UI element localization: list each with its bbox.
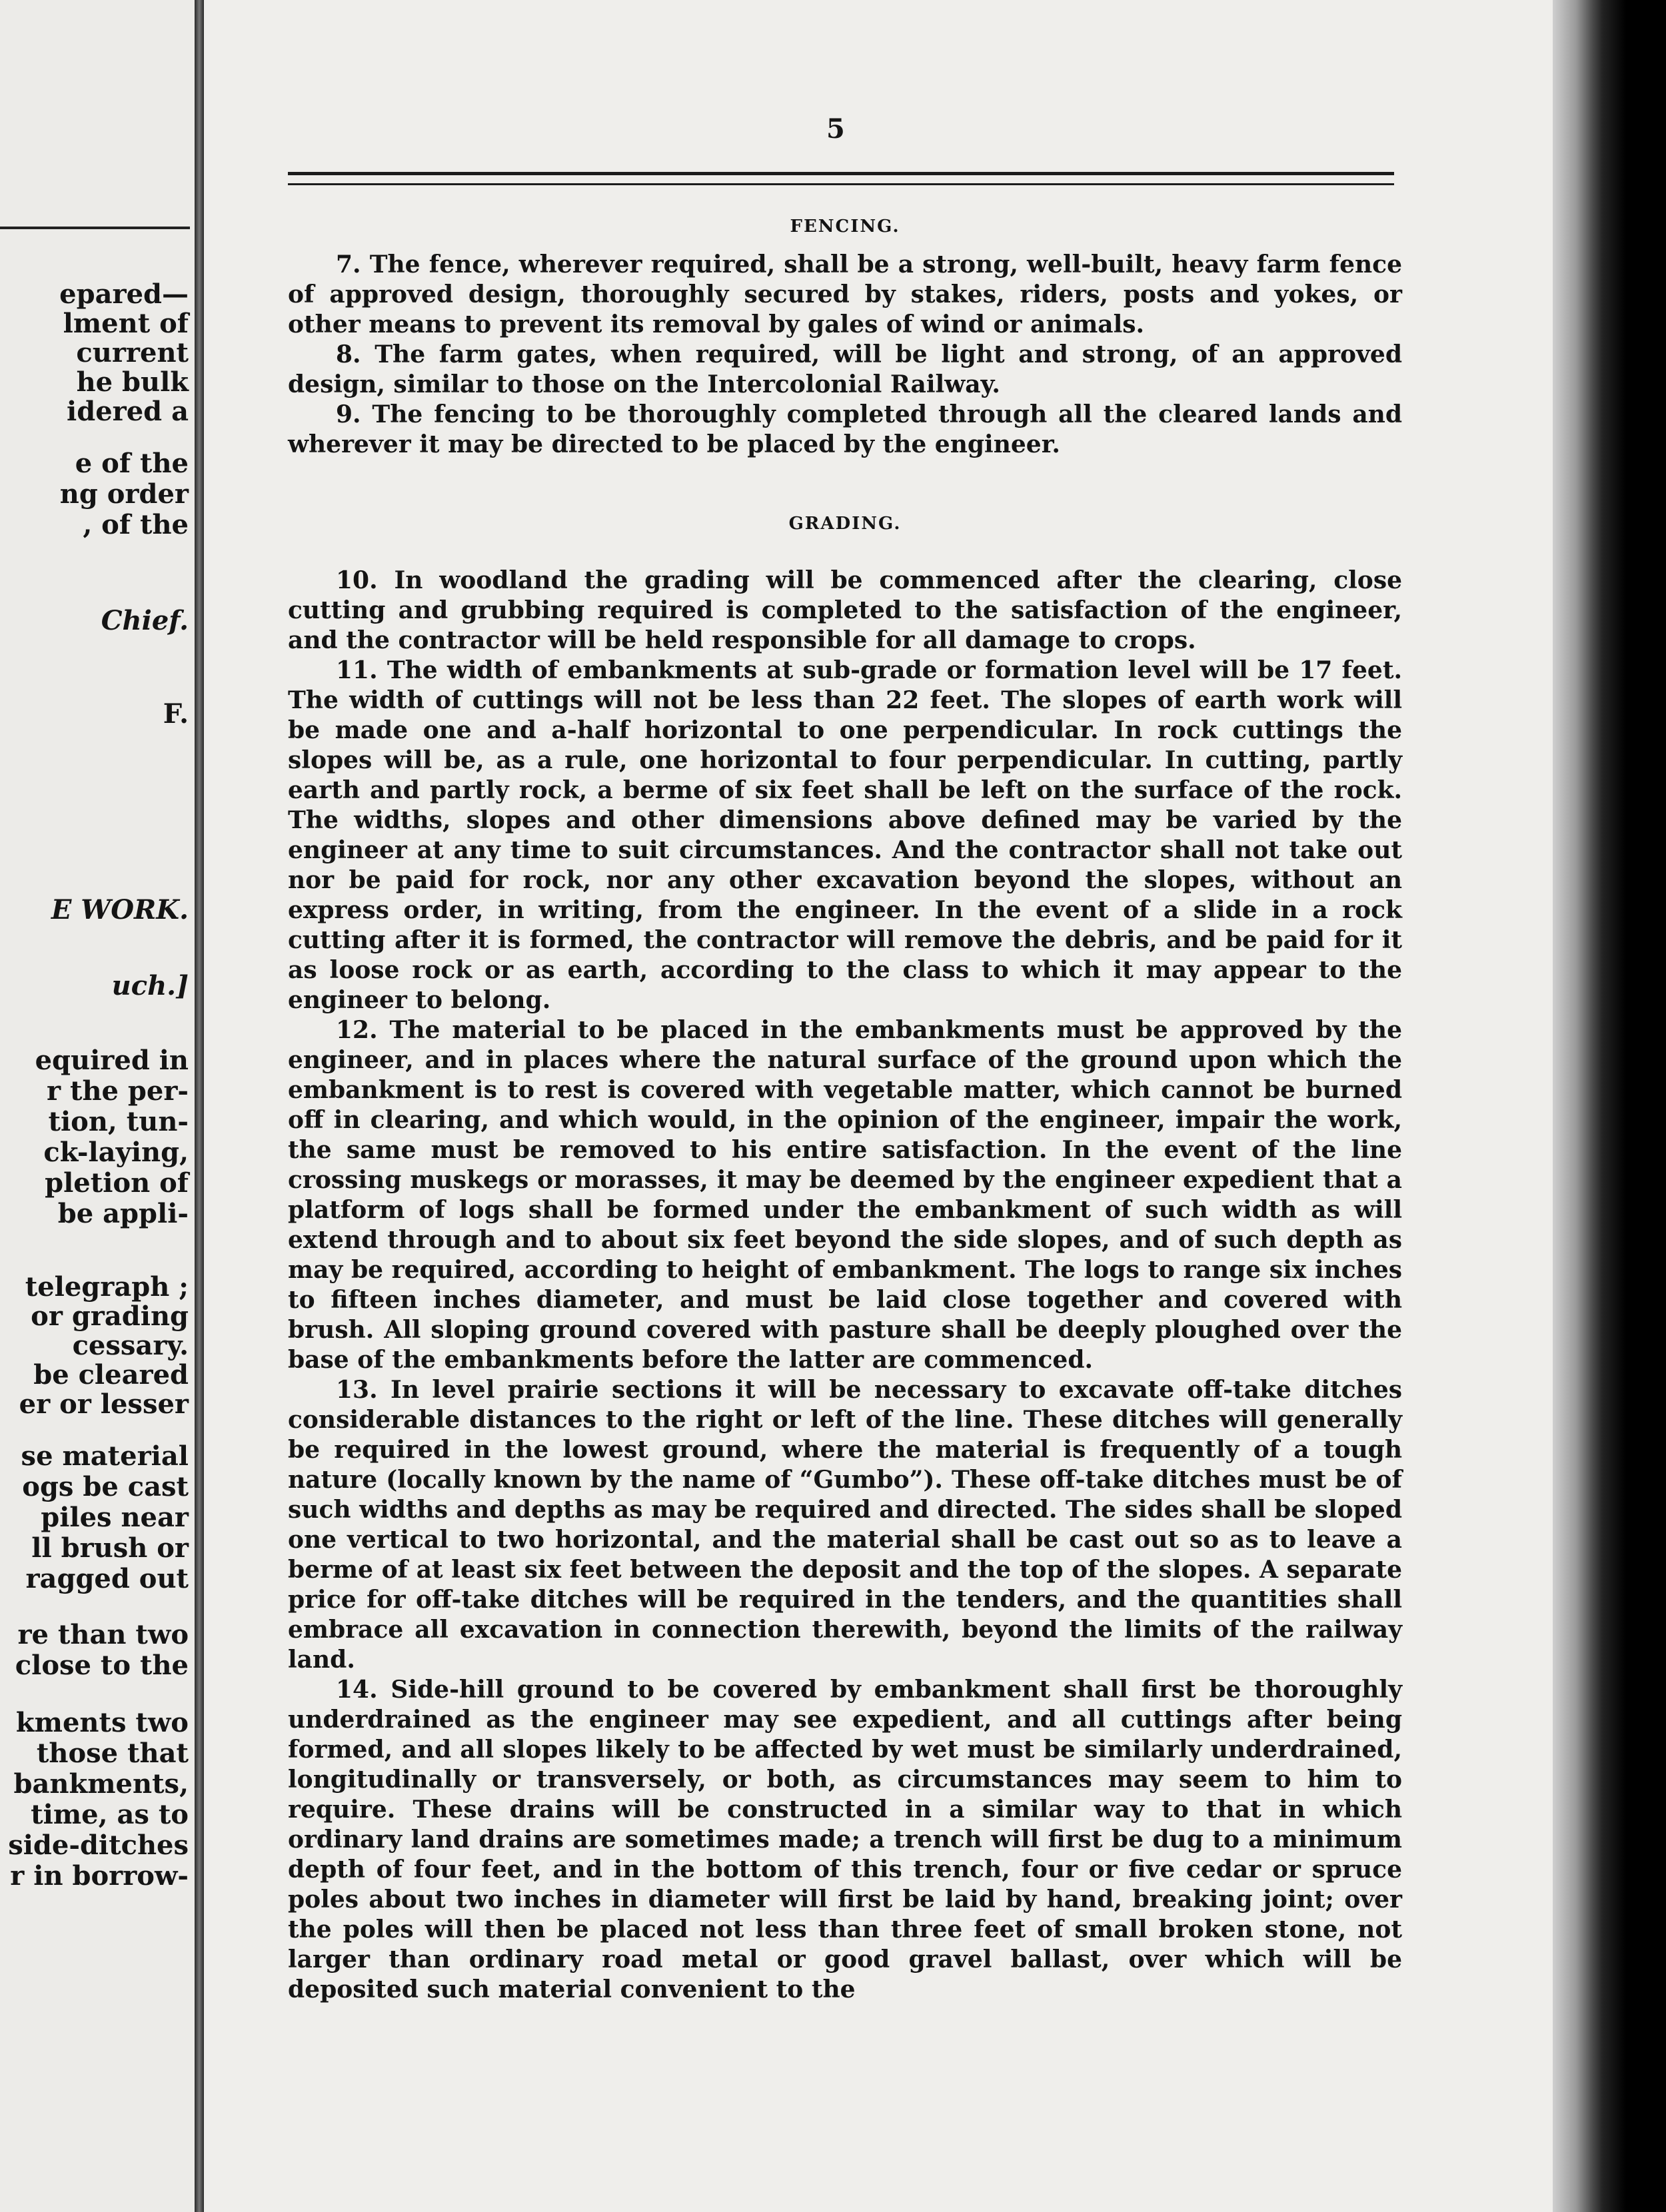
left-page-fragment: ogs be cast <box>22 1471 189 1502</box>
left-page-fragment: cessary. <box>72 1330 189 1361</box>
left-facing-page <box>0 0 199 2212</box>
left-page-fragment: ng order <box>59 478 189 510</box>
left-page-fragment: E WORK. <box>51 894 189 925</box>
left-page-fragment: equired in <box>35 1045 189 1076</box>
section-grading <box>288 509 1402 2005</box>
left-page-fragment: those that <box>36 1738 189 1769</box>
left-page-rule <box>0 227 190 229</box>
paragraph-12: 12. The material to be placed in the embankments must be approved by the engineer, and in places where the natural surface of the ground upon which the embankment is to rest is covered with vegetable matter, which cannot be burned off in clearing, and which would, in the opinion of the engineer, impair the work, the same must be removed to his entire satisfaction. In the event of the line crossing muskegs or morasses, it may be deemed by the engineer expedient that a platform of logs shall be formed under the embankment of such width as will extend through and to about six feet beyond the side slopes, and of such depth as may be required, according to height of embankment. The logs to range six inches to fifteen inches diameter, and must be laid close together and covered with brush. All sloping ground covered with pasture shall be deeply ploughed over the base of the embankments before the latter are commenced. <box>288 1016 1402 1374</box>
section-fencing <box>288 212 1402 460</box>
left-page-fragment: telegraph ; <box>25 1271 189 1303</box>
page-edge-shadow <box>1553 0 1666 2212</box>
left-page-fragment: current <box>76 337 189 368</box>
left-page-fragment: close to the <box>15 1650 189 1681</box>
left-page-fragment: lment of <box>63 308 189 339</box>
left-page-fragment: ragged out <box>25 1563 189 1594</box>
body-text <box>288 212 1402 2005</box>
paragraph-9: 9. The fencing to be thoroughly completed through all the cleared lands and wherever it may be directed to be placed by the engineer. <box>288 400 1402 458</box>
left-page-fragment: piles near <box>41 1502 189 1533</box>
left-page-fragment: epared— <box>59 278 189 310</box>
page-number: 5 <box>826 113 845 145</box>
section-heading-fencing: FENCING. <box>790 217 900 237</box>
book-gutter <box>195 0 204 2212</box>
left-page-fragment: r in borrow- <box>10 1860 189 1892</box>
left-page-fragment: r the per- <box>46 1075 189 1107</box>
paragraph-10: 10. In woodland the grading will be commenced after the clearing, close cutting and grubbing required is completed to the satisfaction of the engineer, and the contractor will be held responsible for all damage to crops. <box>288 566 1402 654</box>
left-page-fragment: bankments, <box>13 1768 189 1800</box>
paragraph-14: 14. Side-hill ground to be covered by embankment shall first be thoroughly underdrained as the engineer may see expedient, and all cuttings after being formed, and all slopes likely to be affected by wet must be similarly underdrained, longitudinally or transversely, or both, as circumstances may seem to him to require. These drains will be constructed in a similar way to that in which ordinary land drains are sometimes made; a trench will first be dug to a minimum depth of four feet, and in the bottom of this trench, four or five cedar or spruce poles about two inches in diameter will first be laid by hand, breaking joint; over the poles will then be placed not less than three feet of small broken stone, not larger than ordinary road metal or good gravel ballast, over which will be deposited such material convenient to the <box>288 1676 1402 2003</box>
paragraph-11: 11. The width of embankments at sub-grade or formation level will be 17 feet. The width of cuttings will not be less than 22 feet. The slopes of earth work will be made one and a-half horizontal to one perpendicular. In rock cuttings the slopes will be, as a rule, one horizontal to four perpendicular. In cutting, partly earth and partly rock, a berme of six feet shall be left on the surface of the rock. The widths, slopes and other dimensions above defined may be varied by the engineer at any time to suit circumstances. And the contractor shall not take out nor be paid for rock, nor any other excavation beyond the slopes, without an express order, in writing, from the engineer. In the event of a slide in a rock cutting after it is formed, the contractor will remove the debris, and be paid for it as loose rock or as earth, according to the class to which it may appear to the engineer to belong. <box>288 656 1402 1014</box>
left-page-fragment: ck-laying, <box>43 1137 189 1168</box>
left-page-fragment: pletion of <box>45 1167 189 1199</box>
left-page-fragment: kments two <box>15 1707 189 1738</box>
left-page-fragment: ll brush or <box>31 1532 189 1564</box>
left-page-fragment: tion, tun- <box>48 1106 189 1137</box>
left-page-fragment: be appli- <box>57 1198 189 1229</box>
left-page-fragment: side-ditches <box>8 1830 189 1861</box>
left-page-fragment: time, as to <box>31 1799 189 1830</box>
left-page-fragment: e of the <box>75 448 189 479</box>
paragraph-7: 7. The fence, wherever required, shall be a strong, well-built, heavy farm fence of approved design, thoroughly secured by stakes, riders, posts and yokes, or other means to prevent its removal by gales of wind or animals. <box>288 251 1402 338</box>
left-page-fragment: , of the <box>83 509 189 540</box>
section-heading-grading: GRADING. <box>788 514 902 534</box>
paragraph-8: 8. The farm gates, when required, will be light and strong, of an approved design, similar to those on the Intercolonial Railway. <box>288 340 1402 398</box>
left-page-fragment: or grading <box>31 1301 189 1332</box>
paragraph-13: 13. In level prairie sections it will be necessary to excavate off-take ditches considerable distances to the right or left of the line. These ditches will generally be required in the lowest ground, where the material is frequently of a tough nature (locally known by the name of “Gumbo”). These off-take ditches must be of such widths and depths as may be required and directed. The sides shall be sloped one vertical to two horizontal, and the material shall be cast out so as to leave a berme of at least six feet between the deposit and the top of the slopes. A separate price for off-take ditches will be required in the tenders, and the quantities shall embrace all excavation in connection therewith, beyond the limits of the railway land. <box>288 1376 1402 1674</box>
left-page-fragment: idered a <box>67 396 189 427</box>
left-page-fragment: uch.] <box>111 970 189 1001</box>
left-page-fragment: be cleared <box>33 1359 189 1390</box>
header-double-rule <box>288 172 1394 185</box>
left-page-fragment: Chief. <box>101 605 189 636</box>
left-page-fragment: er or lesser <box>19 1388 189 1420</box>
left-page-fragment: F. <box>163 698 189 730</box>
left-page-fragment: he bulk <box>76 366 189 398</box>
left-page-fragment: re than two <box>17 1619 189 1650</box>
left-page-fragment: se material <box>21 1440 189 1472</box>
